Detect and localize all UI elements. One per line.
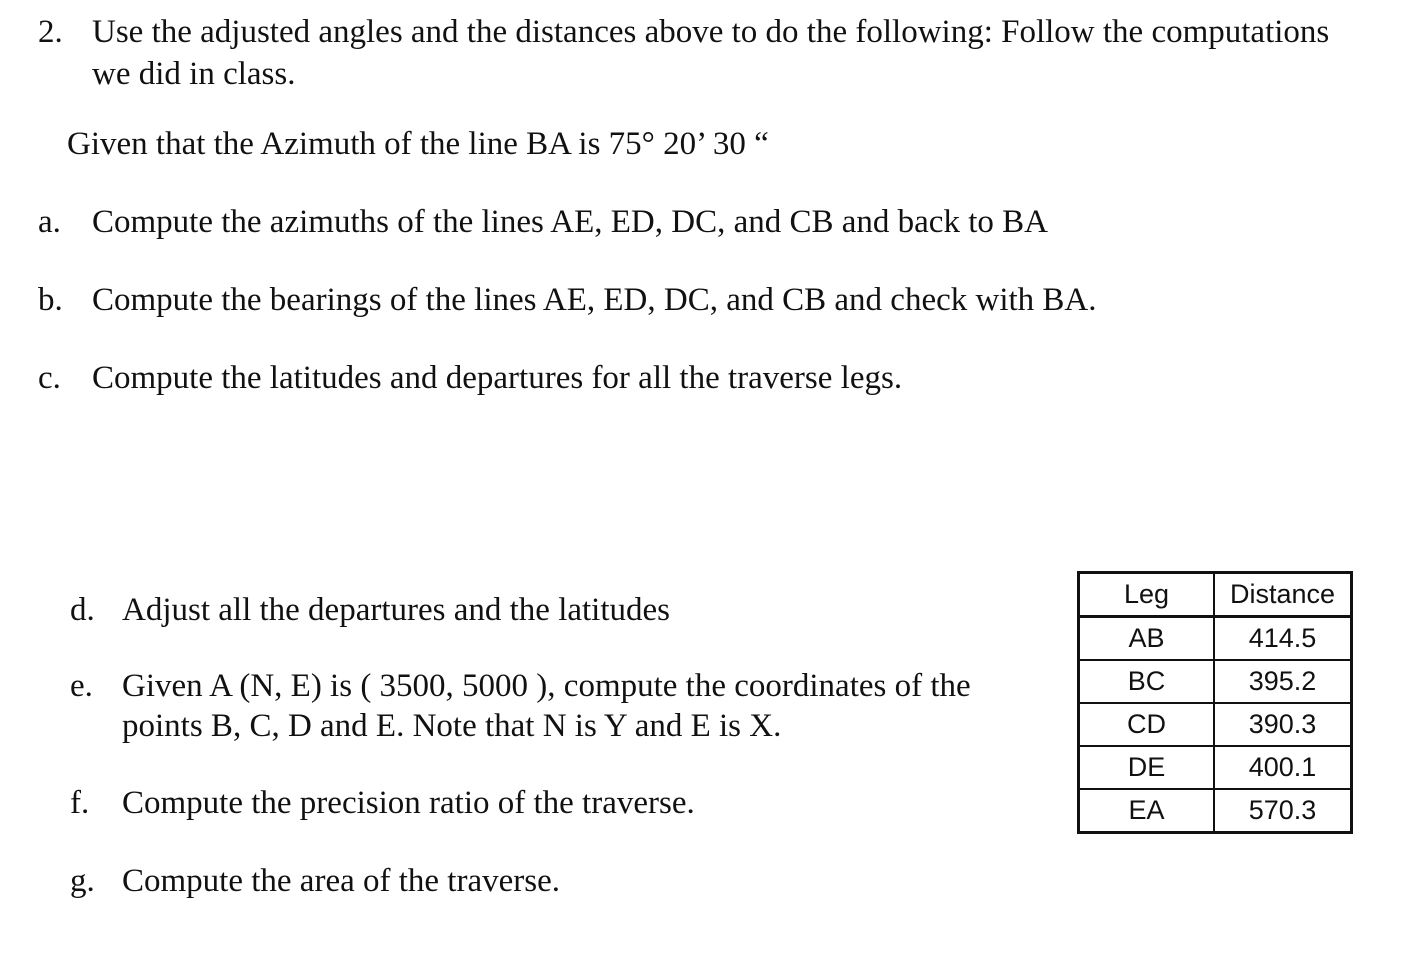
part-e-marker: e. <box>70 668 93 704</box>
leg-distance-table <box>1077 571 1353 834</box>
part-a-marker: a. <box>38 204 61 240</box>
distance-cell: 390.3 <box>1214 703 1352 746</box>
leg-cell: AB <box>1079 617 1215 661</box>
part-f-text: Compute the precision ratio of the traverse. <box>122 785 695 821</box>
leg-cell: DE <box>1079 746 1215 789</box>
distance-cell: 414.5 <box>1214 617 1352 661</box>
header-distance: Distance <box>1214 573 1352 617</box>
part-g-marker: g. <box>70 863 95 899</box>
part-d-text: Adjust all the departures and the latitudes <box>122 592 671 628</box>
part-e-text-line1: Given A (N, E) is ( 3500, 5000 ), compute the coordinates of the <box>122 668 971 704</box>
part-e-text-line2: points B, C, D and E. Note that N is Y and E is X. <box>122 708 782 744</box>
question-text-line1: Use the adjusted angles and the distances above to do the following: Follow the computations <box>92 14 1330 50</box>
question-text-line2: we did in class. <box>92 56 296 92</box>
part-d-marker: d. <box>70 592 95 628</box>
table-row <box>1079 789 1352 833</box>
part-g-text: Compute the area of the traverse. <box>122 863 560 899</box>
header-leg: Leg <box>1079 573 1215 617</box>
distance-cell: 570.3 <box>1214 789 1352 833</box>
part-a-text: Compute the azimuths of the lines AE, ED, DC, and CB and back to BA <box>92 204 1048 240</box>
part-b-marker: b. <box>38 282 63 318</box>
table-row <box>1079 660 1352 703</box>
given-statement: Given that the Azimuth of the line BA is 75° 20’ 30 “ <box>67 126 769 162</box>
table-row <box>1079 703 1352 746</box>
distance-cell: 395.2 <box>1214 660 1352 703</box>
part-b-text: Compute the bearings of the lines AE, ED, DC, and CB and check with BA. <box>92 282 1097 318</box>
leg-cell: EA <box>1079 789 1215 833</box>
distance-cell: 400.1 <box>1214 746 1352 789</box>
table-row <box>1079 746 1352 789</box>
part-c-text: Compute the latitudes and departures for all the traverse legs. <box>92 360 903 396</box>
leg-cell: CD <box>1079 703 1215 746</box>
leg-cell: BC <box>1079 660 1215 703</box>
part-f-marker: f. <box>70 785 90 821</box>
question-number: 2. <box>38 14 63 50</box>
table-row <box>1079 617 1352 661</box>
part-c-marker: c. <box>38 360 61 396</box>
table-header-row <box>1079 573 1352 617</box>
